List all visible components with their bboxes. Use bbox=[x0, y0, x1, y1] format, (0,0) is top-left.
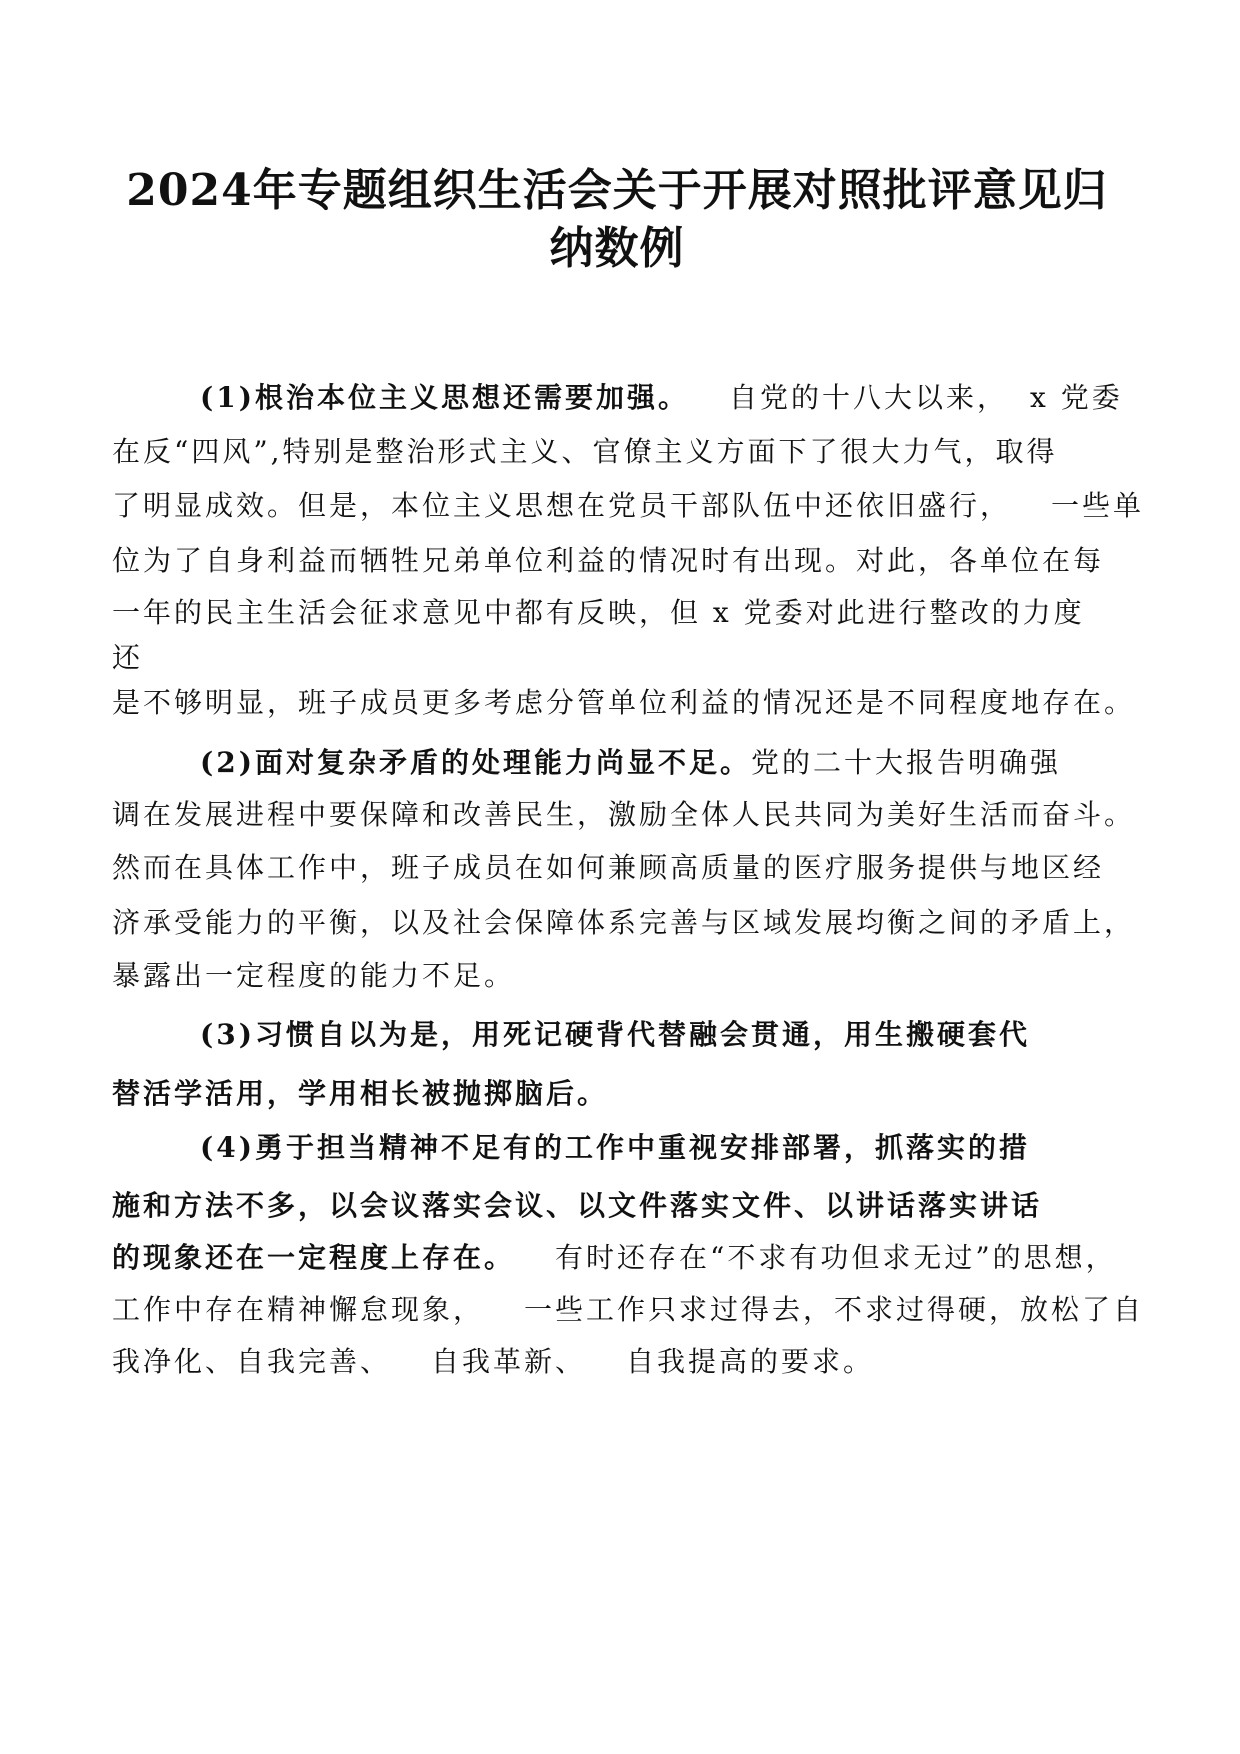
paragraph-2-line-2: 调在发展进程中要保障和改善民生，激励全体人民共同为美好生活而奋斗。 bbox=[112, 798, 1136, 831]
paragraph-1-line-2: 在反“四风”,特别是整治形式主义、官僚主义方面下了很大力气，取得 bbox=[112, 435, 1058, 468]
paragraph-1-line-5: 一年的民主生活会征求意见中都有反映，但 x 党委对此进行整改的力度 bbox=[112, 596, 1085, 629]
paragraph-2-heading: (2)面对复杂矛盾的处理能力尚显不足。 bbox=[200, 746, 751, 779]
paragraph-4-line-1: (4)勇于担当精神不足有的工作中重视安排部署，抓落实的措 bbox=[200, 1131, 1030, 1164]
document-title-line-2: 纳数例 bbox=[549, 223, 685, 274]
document-title-line-1: 2024年专题组织生活会关于开展对照批评意见归 bbox=[126, 165, 1108, 216]
paragraph-4-line-5a: 我净化、自我完善、 bbox=[112, 1345, 392, 1378]
paragraph-4-line-4a: 工作中存在精神懈怠现象， bbox=[112, 1293, 485, 1326]
paragraph-1-line-3 bbox=[112, 488, 1144, 524]
paragraph-3-line-2: 替活学活用，学用相长被抛掷脑后。 bbox=[112, 1077, 609, 1110]
paragraph-1-line-3a: 了明显成效。但是，本位主义思想在党员干部队伍中还依旧盛行， bbox=[112, 489, 1012, 522]
paragraph-4-line-3 bbox=[112, 1240, 1117, 1276]
paragraph-1-heading: (1)根治本位主义思想还需要加强。 bbox=[200, 381, 689, 414]
paragraph-1-line-1 bbox=[200, 380, 1123, 416]
paragraph-1-line-7: 是不够明显，班子成员更多考虑分管单位利益的情况还是不同程度地存在。 bbox=[112, 686, 1136, 719]
paragraph-1-line-6: 还 bbox=[112, 641, 144, 674]
paragraph-2-line-4: 济承受能力的平衡，以及社会保障体系完善与区域发展均衡之间的矛盾上， bbox=[112, 906, 1136, 939]
paragraph-4-line-4b: 一些工作只求过得去，不求过得硬，放松了自 bbox=[524, 1293, 1145, 1326]
paragraph-2-line-1 bbox=[200, 745, 1061, 781]
paragraph-4-line-2: 施和方法不多，以会议落实会议、以文件落实文件、以讲话落实讲话 bbox=[112, 1189, 1043, 1222]
paragraph-4-line-4 bbox=[112, 1292, 1144, 1328]
paragraph-3-line-1: (3)习惯自以为是，用死记硬背代替融会贯通，用生搬硬套代 bbox=[200, 1018, 1030, 1051]
paragraph-4-line-5 bbox=[112, 1344, 874, 1380]
paragraph-4-line-5c: 自我提高的要求。 bbox=[626, 1345, 875, 1378]
paragraph-2-line-3: 然而在具体工作中，班子成员在如何兼顾高质量的医疗服务提供与地区经 bbox=[112, 851, 1105, 884]
paragraph-2-text: 党的二十大报告明确强 bbox=[750, 746, 1061, 779]
paragraph-1-text: 自党的十八大以来， bbox=[728, 381, 1008, 414]
paragraph-4-text: 有时还存在“不求有功但求无过”的思想， bbox=[555, 1241, 1117, 1274]
paragraph-4-bold-text: 的现象还在一定程度上存在。 bbox=[112, 1241, 516, 1274]
paragraph-1-line-4: 位为了自身利益而牺牲兄弟单位利益的情况时有出现。对此，各单位在每 bbox=[112, 544, 1105, 577]
paragraph-1-line-3b: 一些单 bbox=[1051, 489, 1145, 522]
paragraph-2-line-5: 暴露出一定程度的能力不足。 bbox=[112, 959, 516, 992]
paragraph-4-line-5b: 自我革新、 bbox=[431, 1345, 587, 1378]
paragraph-1-text-b: x 党委 bbox=[1030, 381, 1123, 414]
